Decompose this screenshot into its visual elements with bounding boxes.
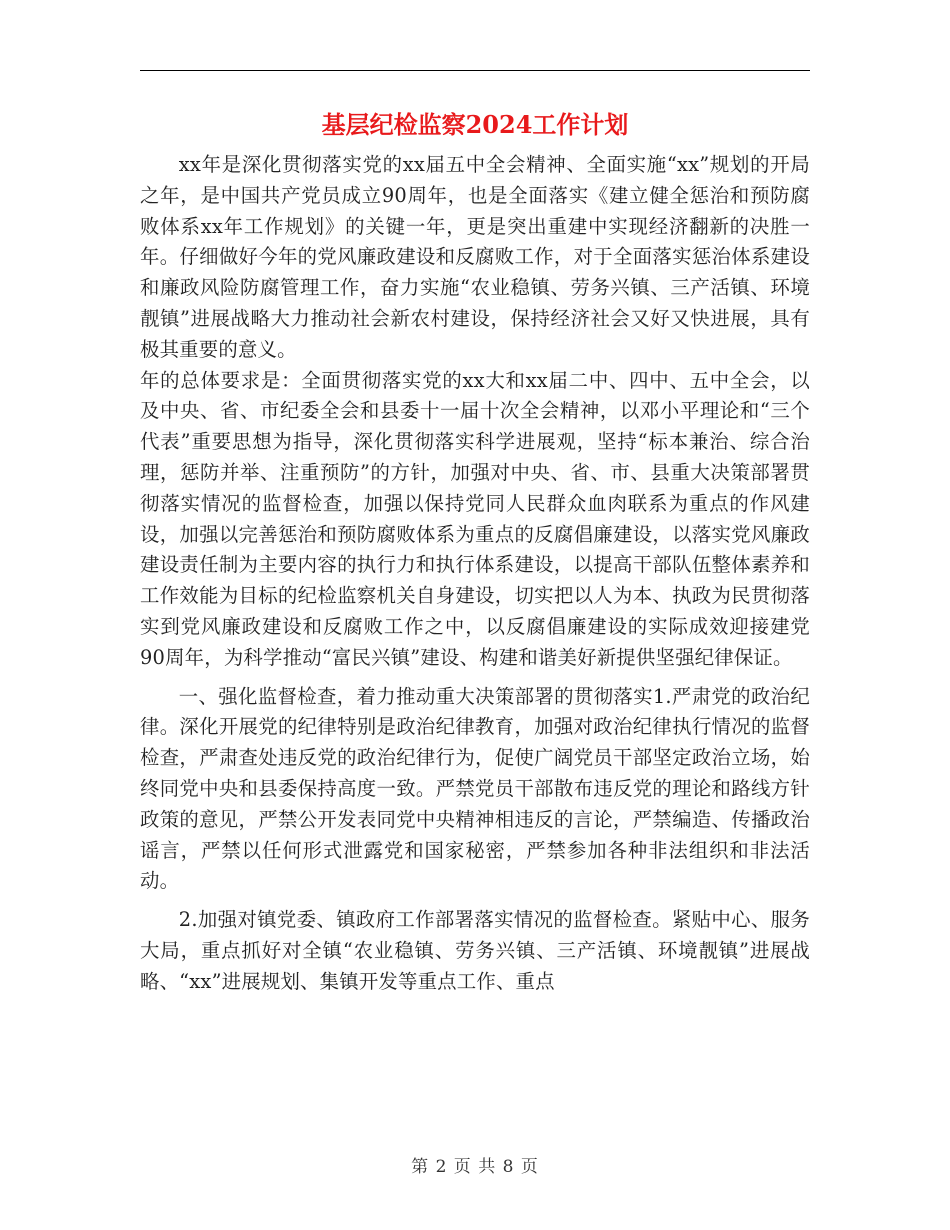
paragraph-item-two: 2.加强对镇党委、镇政府工作部署落实情况的监督检查。紧贴中心、服务大局，重点抓好对全镇“农业稳镇、劳务兴镇、三产活镇、环境靓镇”进展战略、“xx”进展规划、集镇开发等重点工作、重点 xyxy=(140,908,810,993)
header-rule xyxy=(140,70,810,71)
page-number: 第 2 页 共 8 页 xyxy=(411,1157,539,1177)
document-title: 基层纪检监察2024工作计划 xyxy=(321,110,629,139)
paragraph-section-one: 一、强化监督检查，着力推动重大决策部署的贯彻落实1.严肃党的政治纪律。深化开展党的纪律特别是政治纪律教育，加强对政治纪律执行情况的监督检查，严肃查处违反党的政治纪律行为，促使广阔党员干部坚定政治立场，始终同党中央和县委保持高度一致。严禁党员干部散布违反党的理论和路线方针政策的意见，严禁公开发表同党中央精神相违反的言论，严禁编造、传播政治谣言，严禁以任何形式泄露党和国家秘密，严禁参加各种非法组织和非法活动。 xyxy=(140,684,810,893)
paragraph-requirements: 年的总体要求是：全面贯彻落实党的xx大和xx届二中、四中、五中全会，以及中央、省、市纪委全会和县委十一届十次全会精神，以邓小平理论和“三个代表”重要思想为指导，深化贯彻落实科学进展观，坚持“标本兼治、综合治理，惩防并举、注重预防”的方针，加强对中央、省、市、县重大决策部署贯彻落实情况的监督检查，加强以保持党同人民群众血肉联系为重点的作风建设，加强以完善惩治和预防腐败体系为重点的反腐倡廉建设，以落实党风廉政建设责任制为主要内容的执行力和执行体系建设，以提高干部队伍整体素养和工作效能为目标的纪检监察机关自身建设，切实把以人为本、执政为民贯彻落实到党风廉政建设和反腐败工作之中，以反腐倡廉建设的实际成效迎接建党90周年，为科学推动“富民兴镇”建设、构建和谐美好新提供坚强纪律保证。 xyxy=(140,368,810,669)
paragraph-intro: xx年是深化贯彻落实党的xx届五中全会精神、全面实施“xx”规划的开局之年，是中国共产党员成立90周年，也是全面落实《建立健全惩治和预防腐败体系xx年工作规划》的关键一年，更是突出重建中实现经济翻新的决胜一年。仔细做好今年的党风廉政建设和反腐败工作，对于全面落实惩治体系建设和廉政风险防腐管理工作，奋力实施“农业稳镇、劳务兴镇、三产活镇、环境靓镇”进展战略大力推动社会新农村建设，保持经济社会又好又快进展，具有极其重要的意义。 xyxy=(140,153,810,361)
document-body xyxy=(140,150,810,998)
